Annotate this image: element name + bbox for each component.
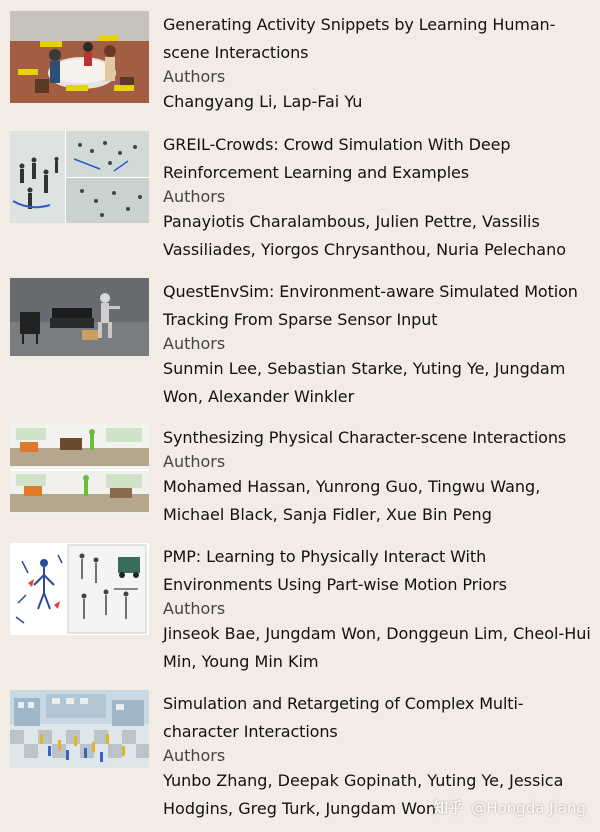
watermark	[433, 797, 586, 818]
paper-text	[163, 131, 596, 264]
paper-title[interactable]: PMP: Learning to Physically Interact With Environments Using Part-wise Motion Priors	[163, 547, 507, 594]
paper-thumbnail[interactable]	[10, 543, 149, 635]
paper-title[interactable]: Generating Activity Snippets by Learning Human-scene Interactions	[163, 15, 556, 62]
authors-label: Authors	[163, 599, 226, 618]
paper-authors: Sunmin Lee, Sebastian Starke, Yuting Ye, Jungdam Won, Alexander Winkler	[163, 359, 566, 406]
paper-text	[163, 278, 596, 411]
paper-title[interactable]: Synthesizing Physical Character-scene Interactions	[163, 428, 567, 447]
paper-text	[163, 11, 596, 116]
authors-label: Authors	[163, 334, 226, 353]
watermark-handle: @Hongda Jiang	[471, 798, 586, 817]
paper-thumbnail[interactable]	[10, 11, 149, 103]
zhihu-logo: 知乎	[433, 799, 464, 817]
paper-text	[163, 424, 596, 529]
paper-thumbnail[interactable]	[10, 278, 149, 356]
paper-thumbnail[interactable]	[10, 131, 149, 223]
paper-thumbnail[interactable]	[10, 424, 149, 516]
paper-title[interactable]: GREIL-Crowds: Crowd Simulation With Deep Reinforcement Learning and Examples	[163, 135, 511, 182]
paper-authors: Jinseok Bae, Jungdam Won, Donggeun Lim, Cheol-Hui Min, Young Min Kim	[163, 624, 591, 671]
paper-authors: Changyang Li, Lap-Fai Yu	[163, 92, 363, 111]
paper-authors: Panayiotis Charalambous, Julien Pettre, Vassilis Vassiliades, Yiorgos Chrysanthou, Nuria Pelechano	[163, 212, 566, 259]
authors-label: Authors	[163, 746, 226, 765]
paper-thumbnail[interactable]	[10, 690, 149, 768]
paper-text	[163, 543, 596, 676]
authors-label: Authors	[163, 187, 226, 206]
paper-title[interactable]: QuestEnvSim: Environment-aware Simulated Motion Tracking From Sparse Sensor Input	[163, 282, 578, 329]
authors-label: Authors	[163, 67, 226, 86]
paper-authors: Yunbo Zhang, Deepak Gopinath, Yuting Ye, Jessica Hodgins, Greg Turk, Jungdam Won	[163, 771, 564, 818]
paper-authors: Mohamed Hassan, Yunrong Guo, Tingwu Wang, Michael Black, Sanja Fidler, Xue Bin Peng	[163, 477, 541, 524]
paper-title[interactable]: Simulation and Retargeting of Complex Multi-character Interactions	[163, 694, 524, 741]
authors-label: Authors	[163, 452, 226, 471]
